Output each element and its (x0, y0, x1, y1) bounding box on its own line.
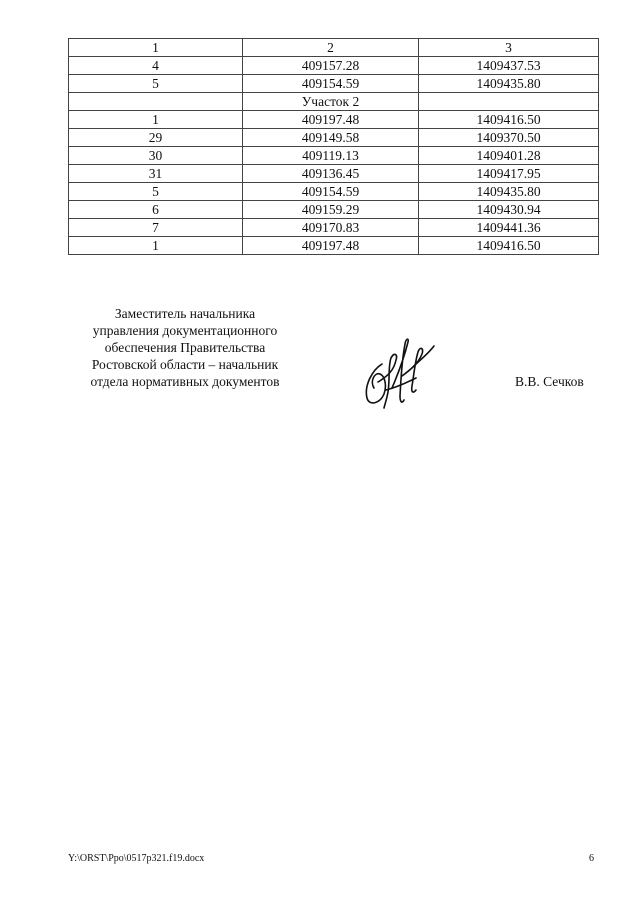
cell-y-coordinate: 1409401.28 (419, 147, 599, 165)
cell-y-coordinate: 1409435.80 (419, 75, 599, 93)
section-label-cell: Участок 2 (243, 93, 419, 111)
table-row (69, 183, 599, 201)
footer-page-number: 6 (589, 853, 594, 864)
cell-x-coordinate: 409159.29 (243, 201, 419, 219)
signer-position (60, 305, 310, 390)
table-row (69, 237, 599, 255)
cell-point-number: 1 (69, 111, 243, 129)
header-cell-point: 1 (69, 39, 243, 57)
signer-position-line: отдела нормативных документов (90, 374, 280, 389)
table-row (69, 219, 599, 237)
table-section-row (69, 93, 599, 111)
cell-point-number: 5 (69, 183, 243, 201)
cell-y-coordinate: 1409416.50 (419, 111, 599, 129)
handwritten-signature (358, 330, 440, 410)
cell-point-number: 29 (69, 129, 243, 147)
table-row (69, 165, 599, 183)
cell-y-coordinate: 1409435.80 (419, 183, 599, 201)
cell-x-coordinate: 409149.58 (243, 129, 419, 147)
cell-point-number: 1 (69, 237, 243, 255)
signer-name: В.В. Сечков (515, 374, 584, 389)
cell-x-coordinate: 409170.83 (243, 219, 419, 237)
cell-y-coordinate: 1409370.50 (419, 129, 599, 147)
cell-y-coordinate: 1409417.95 (419, 165, 599, 183)
table-row (69, 147, 599, 165)
cell-point-number: 5 (69, 75, 243, 93)
cell-empty (419, 93, 599, 111)
cell-x-coordinate: 409154.59 (243, 183, 419, 201)
cell-x-coordinate: 409136.45 (243, 165, 419, 183)
cell-x-coordinate: 409119.13 (243, 147, 419, 165)
cell-point-number: 6 (69, 201, 243, 219)
cell-x-coordinate: 409197.48 (243, 111, 419, 129)
cell-point-number: 30 (69, 147, 243, 165)
cell-point-number: 4 (69, 57, 243, 75)
coordinates-table (68, 38, 599, 255)
cell-y-coordinate: 1409441.36 (419, 219, 599, 237)
cell-y-coordinate: 1409430.94 (419, 201, 599, 219)
table-row (69, 57, 599, 75)
cell-y-coordinate: 1409437.53 (419, 57, 599, 75)
cell-x-coordinate: 409197.48 (243, 237, 419, 255)
table-row (69, 129, 599, 147)
table-row (69, 201, 599, 219)
signer-position-line: Ростовской области – начальник (91, 357, 279, 372)
footer-file-path: Y:\ORST\Ppo\0517p321.f19.docx (68, 853, 205, 864)
cell-point-number: 7 (69, 219, 243, 237)
signer-position-line: управления документационного (92, 323, 278, 338)
header-cell-x: 2 (243, 39, 419, 57)
signer-position-line: обеспечения Правительства (104, 340, 266, 355)
table-row (69, 75, 599, 93)
signer-position-line: Заместитель начальника (114, 306, 256, 321)
cell-x-coordinate: 409157.28 (243, 57, 419, 75)
cell-y-coordinate: 1409416.50 (419, 237, 599, 255)
cell-x-coordinate: 409154.59 (243, 75, 419, 93)
table-header-row (69, 39, 599, 57)
cell-point-number: 31 (69, 165, 243, 183)
table-row (69, 111, 599, 129)
cell-empty (69, 93, 243, 111)
header-cell-y: 3 (419, 39, 599, 57)
